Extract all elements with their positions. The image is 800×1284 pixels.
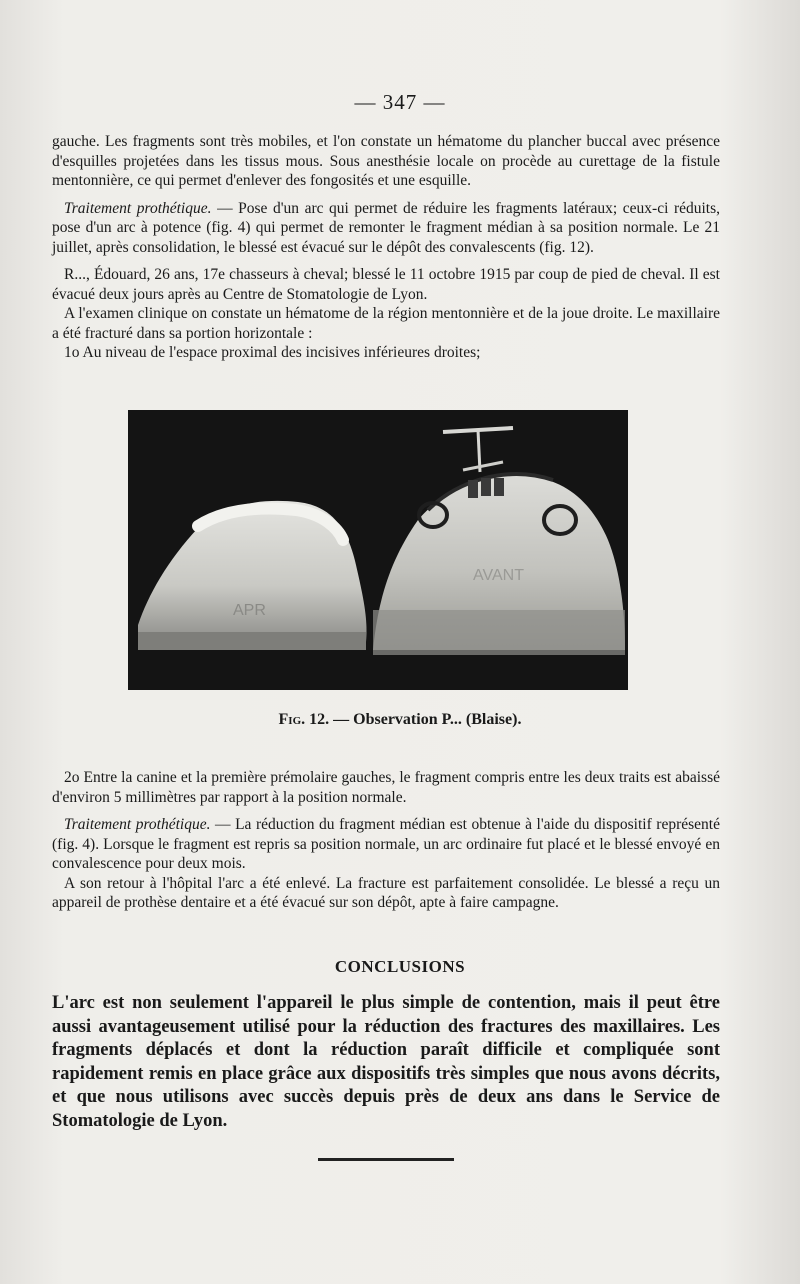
conclusions-heading: CONCLUSIONS [334,957,466,976]
left-model-label: APR [233,602,266,619]
paragraph-prosthetic-treatment-1 [52,199,720,258]
caption-figure-number: Fig. 12. [278,711,330,728]
paragraph-clinical-exam: A l'examen clinique on constate un hématome de la région mentonnière et de la joue droite. Le maxillaire a été fracturé dans sa portion horizontale : [52,305,720,342]
paragraph-fracture-point-1: 1o Au niveau de l'espace proximal des incisives inférieures droites; [64,344,481,361]
paragraph-case-continuation: gauche. Les fragments sont très mobiles, et l'on constate un hématome du plancher buccal avec présence d'esquilles projetées dans les tissus mous. Sous anesthésie locale on procède au curettage de la fistule mentonnière, ce qui permet d'enlever des fongosités et une esquille. [52,133,720,189]
conclusions-paragraph: L'arc est non seulement l'appareil le plus simple de contention, mais il peut être aussi avantageusement utilisé pour la réduction des fractures des maxillaires. Les fragments déplacés et dont la réduction paraît difficile et compliquée sont rapidement remis en place grâce aux dispositifs très simples que nous avons décrits, et que nous utilisons avec succès depuis près de deux ans dans le Service de Stomatologie de Lyon. [52,993,720,1131]
right-model-label: AVANT [473,567,524,584]
treatment-label: Traitement prothétique. [64,199,212,217]
top-text-block [52,132,720,363]
figure-caption [0,711,800,729]
paragraph-prosthetic-treatment-2 [52,815,720,874]
end-rule-divider [318,1158,454,1161]
paragraph-return-hospital: A son retour à l'hôpital l'arc a été enlevé. La fracture est parfaitement consolidée. Le blessé a reçu un appareil de prothèse dentaire et a été évacué sur son dépôt, apte à faire campagne. [52,874,720,911]
paragraph-case-r-edouard: R..., Édouard, 26 ans, 17e chasseurs à cheval; blessé le 11 octobre 1915 par coup de pied de cheval. Il est évacué deux jours après au Centre de Stomatologie de Lyon. [52,266,720,303]
treatment-text-2: — La réduction du fragment médian est obtenue à l'aide du dispositif représenté (fig. 4). Lorsque le fragment est repris sa position normale, un arc ordinaire fut placé et le blessé envoyé en convalescence pour deux mois. [52,816,720,872]
treatment-label-2: Traitement prothétique. [64,816,211,833]
figure-dental-models-photo [128,410,628,690]
page-number: — 347 — [354,90,446,114]
dental-models-illustration [128,410,628,690]
paragraph-fracture-point-2: 2o Entre la canine et la première prémolaire gauches, le fragment compris entre les deux traits est abaissé d'environ 5 millimètres par rapport à la position normale. [52,769,720,806]
bottom-text-block [52,768,720,913]
caption-text: — Observation P... (Blaise). [329,711,522,728]
treatment-text: — Pose d'un arc qui permet de réduire les fragments latéraux; ceux-ci réduits, pose d'un arc à potence (fig. 4) qui permet de remonter le fragment médian à sa position normale. Le 21 juillet, après consolidation, le blessé est évacué sur le dépôt des convalescents (fig. 12). [52,199,720,256]
